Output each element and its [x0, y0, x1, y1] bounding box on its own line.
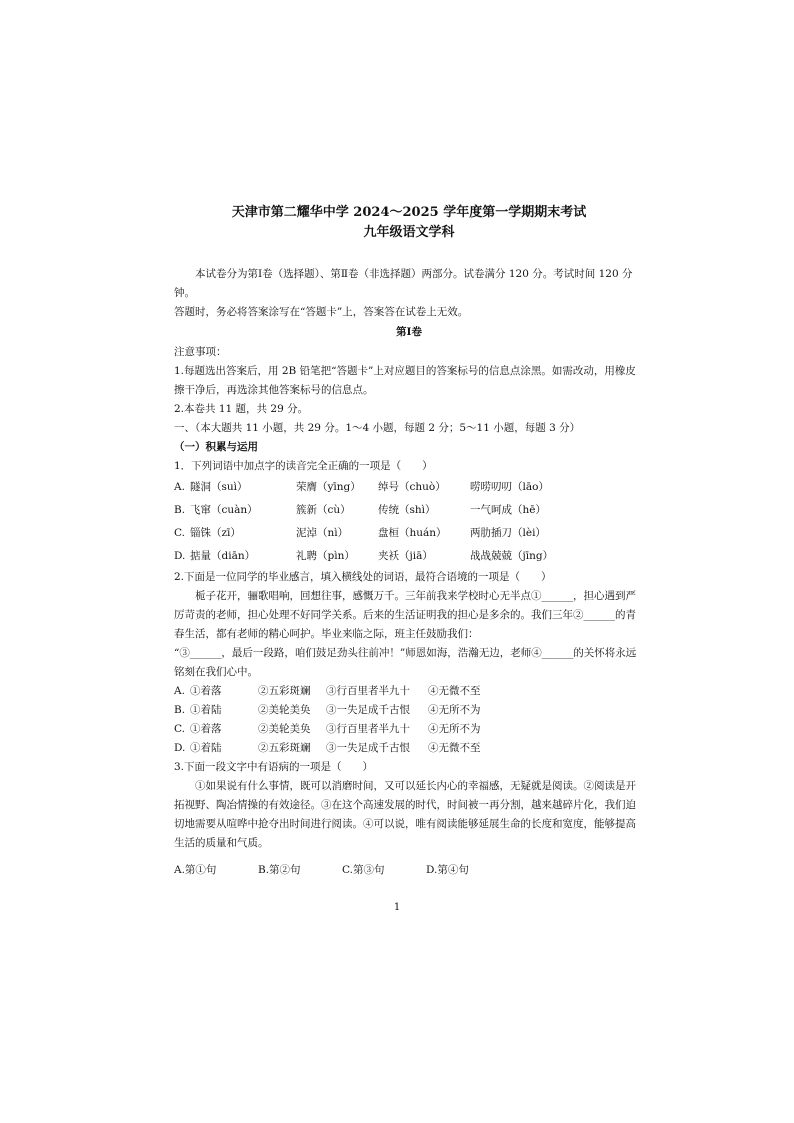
q3-passage: ①如果说有什么事情，既可以消磨时间，又可以延长内心的幸福感，无疑就是阅读。②阅读是开拓视野、陶冶情操的有效途径。③在这个高速发展的时代，时间被一再分割，越来越碎片化，我们迫切地需要从喧哗中抢夺出时间进行阅读。④可以说，唯有阅读能够延展生命的长度和宽度，能够提高生活的质量和气质。	[174, 780, 636, 849]
q3-choice-b: B.第②句	[258, 864, 301, 876]
option-item: ③一失足成千古恨	[326, 704, 410, 716]
option-item: ④无微不至	[428, 685, 481, 697]
q2-option-a	[174, 682, 644, 701]
option-item: 掂量（diān）	[190, 550, 256, 562]
q2-option-d	[174, 739, 644, 758]
option-item: ④无微不至	[428, 742, 481, 754]
exam-subtitle: 九年级语文学科	[363, 225, 455, 240]
option-item: ①着陆	[190, 704, 222, 716]
q3-choice-d: D.第④句	[426, 864, 469, 876]
option-item: ②五彩斑斓	[258, 742, 311, 754]
q2-stem: 2.下面是一位同学的毕业感言，填入横线处的词语，最符合语境的一项是（ ）	[174, 571, 552, 583]
option-label: B.	[174, 704, 186, 716]
q1-option-d	[174, 545, 644, 568]
option-item: ①着落	[190, 685, 222, 697]
q3-choice-c: C.第③句	[342, 864, 385, 876]
option-item: 盘桓（huán）	[378, 527, 447, 539]
option-item: 泥淖（nì）	[296, 527, 349, 539]
option-item: ③行百里者半九十	[326, 685, 410, 697]
option-item: 礼聘（pìn）	[296, 550, 355, 562]
option-label: A.	[174, 685, 185, 697]
q1-option-c	[174, 522, 644, 545]
option-item: ②五彩斑斓	[258, 685, 311, 697]
q3-choices	[174, 861, 644, 880]
page-number: 1	[393, 902, 401, 913]
q2-passage-1: 栀子花开，骊歌唱响，回想往事，感慨万千。三年前我来学校时心无半点①______，担心遇到严厉苛责的老师，担心处理不好同学关系。后来的生活证明我的担心是多余的。我们三年②______的青春生活，都有老师的精心呵护。毕业来临之际，班主任鼓励我们：	[174, 590, 636, 640]
intro-line-1: 本试卷分为第Ⅰ卷（选择题）、第Ⅱ卷（非选择题）两部分。试卷满分 120 分。考试时间 120 分钟。	[174, 268, 633, 299]
section-title: 第Ⅰ卷	[396, 326, 422, 338]
q2-option-c	[174, 720, 644, 739]
option-item: 荣膺（yīng）	[296, 481, 361, 493]
option-item: 夹袄（jiā）	[378, 550, 433, 562]
option-label: D.	[174, 550, 186, 562]
option-label: A.	[174, 481, 185, 493]
q1-option-b	[174, 499, 644, 522]
option-label: D.	[174, 742, 186, 754]
q3-choice-a: A.第①句	[174, 864, 217, 876]
option-item: ②美轮美奂	[258, 723, 311, 735]
q1-option-a	[174, 476, 644, 499]
intro-line-2: 答题时，务必将答案涂写在“答题卡”上，答案答在试卷上无效。	[174, 306, 469, 318]
option-item: ②美轮美奂	[258, 704, 311, 716]
part1-subheading: （一）积累与运用	[174, 441, 258, 453]
option-item: ③行百里者半九十	[326, 723, 410, 735]
option-item: 簇新（cù）	[296, 504, 351, 516]
option-item: ④无所不为	[428, 723, 481, 735]
exam-content	[174, 203, 644, 880]
option-item: 战战兢兢（jīng）	[470, 550, 554, 562]
option-item: ①着陆	[190, 742, 222, 754]
option-item: 绰号（chuò）	[378, 481, 446, 493]
q1-stem: 1．下列词语中加点字的读音完全正确的一项是（ ）	[174, 460, 433, 472]
q3-stem: 3.下面一段文字中有语病的一项是（ ）	[174, 761, 374, 773]
option-item: 两肋插刀（lèi）	[470, 527, 546, 539]
option-item: ①着落	[190, 723, 222, 735]
option-item: ③一失足成千古恨	[326, 742, 410, 754]
part1-heading: 一、（本大题共 11 小题，共 29 分。1～4 小题，每题 2 分；5～11 小题，每题 3 分）	[174, 422, 581, 434]
option-item: 飞窜（cuàn）	[190, 504, 258, 516]
exam-title: 天津市第二耀华中学 2024～2025 学年度第一学期期末考试	[231, 205, 587, 220]
notes-heading: 注意事项：	[174, 346, 227, 358]
q2-option-b	[174, 701, 644, 720]
option-item: 唠唠叨叨（lāo）	[470, 481, 549, 493]
notes-item-2: 2.本卷共 11 题，共 29 分。	[174, 403, 309, 415]
notes-item-1: 1.每题选出答案后，用 2B 铅笔把“答题卡”上对应题目的答案标号的信息点涂黑。如需改动，用橡皮擦干净后，再选涂其他答案标号的信息点。	[174, 365, 636, 396]
q2-passage-2: “③______，最后一段路，咱们鼓足劲头往前冲！”师恩如海，浩瀚无边，老师④______的关怀将永远铭刻在我们心中。	[174, 647, 637, 678]
option-item: 隧洞（suì）	[190, 481, 248, 493]
option-item: 锱铢（zī）	[190, 527, 241, 539]
option-item: ④无所不为	[428, 704, 481, 716]
option-item: 一气呵成（hē）	[470, 504, 546, 516]
option-label: B.	[174, 504, 186, 516]
option-label: C.	[174, 527, 185, 539]
option-item: 传统（shì）	[378, 504, 436, 516]
option-label: C.	[174, 723, 185, 735]
